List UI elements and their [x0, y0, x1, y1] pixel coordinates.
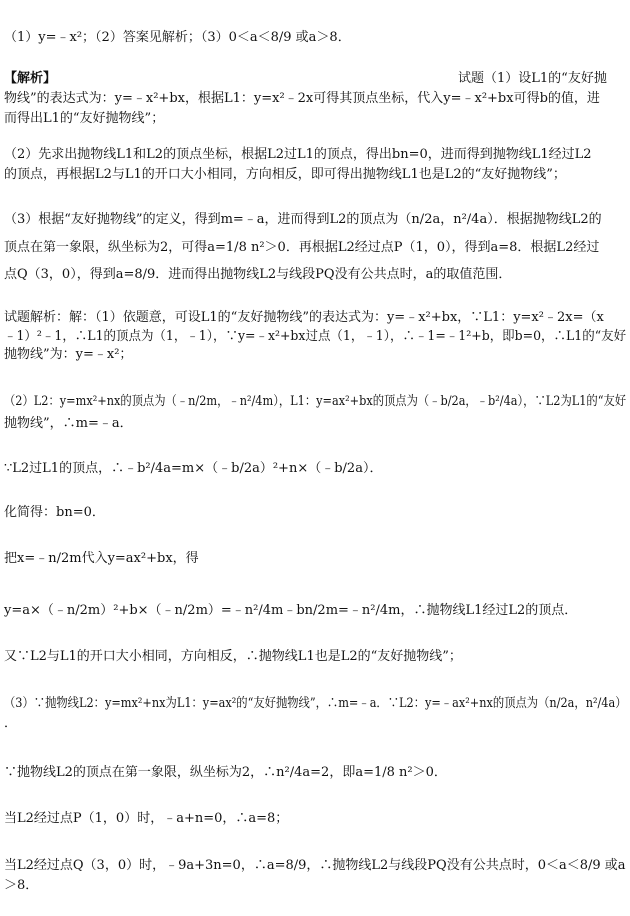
- solution-line-13: ∵抛物线L2的顶点在第一象限，纵坐标为2，∴n²/4a=2，即a=1/8 n²＞0．: [4, 765, 447, 780]
- solution-line-7: 化简得：bn=0．: [4, 505, 105, 520]
- solution-line-3: 抛物线”为：y=﹣x²；: [4, 347, 133, 362]
- solution-line-2: ﹣1）²﹣1，∴L1的顶点为（1，﹣1），∵y=﹣x²+bx过点（1，﹣1），∴﹣1=﹣1²+b，即b=0，∴L1的“友好: [4, 329, 627, 344]
- analysis-p3-line-3: 点Q（3，0），得到a=8/9．进而得出抛物线L2与线段PQ没有公共点时，a的取值范围．: [4, 267, 512, 282]
- analysis-p2-line-2: 的顶点，再根据L2与L1的开口大小相同，方向相反，即可得出抛物线L1也是L2的“友好抛物线”；: [4, 167, 566, 182]
- analysis-p3-line-1: （3）根据“友好抛物线”的定义，得到m=﹣a，进而得到L2的顶点为（n/2a，n²/4a）．根据抛物线L2的: [4, 212, 602, 227]
- solution-line-11: （3）∵抛物线L2：y=mx²+nx为L1：y=ax²的“友好抛物线”，∴m=﹣a．∵L2：y=﹣ax²+nx的顶点为（n/2a，n²/4a）: [4, 696, 627, 711]
- solution-line-8: 把x=﹣n/2m代入y=ax²+bx，得: [4, 551, 199, 566]
- solution-line-6: ∵L2过L1的顶点，∴﹣b²/4a=m×（﹣b/2a）²+n×（﹣b/2a）．: [4, 461, 383, 476]
- solution-line-16: ＞8．: [4, 878, 39, 893]
- solution-line-9: y=a×（﹣n/2m）²+b×（﹣n/2m）=﹣n²/4m﹣bn/2m=﹣n²/4m，∴抛物线L1经过L2的顶点．: [4, 603, 578, 618]
- analysis-p1-line-2: 而得出L1的“友好抛物线”；: [4, 111, 165, 126]
- solution-line-5: 抛物线”，∴m=﹣a．: [4, 416, 133, 431]
- answer-line: （1）y=﹣x²；（2）答案见解析；（3）0＜a＜8/9 或a＞8．: [4, 30, 351, 45]
- solution-line-1: 试题解析：解：（1）依题意，可设L1的“友好抛物线”的表达式为：y=﹣x²+bx，∵L1：y=x²﹣2x=（x: [4, 310, 604, 325]
- analysis-intro: 试题（1）设L1的“友好抛: [458, 71, 607, 86]
- solution-line-12: ．: [4, 716, 18, 731]
- analysis-p1-line-1: 物线”的表达式为：y=﹣x²+bx，根据L1：y=x²﹣2x可得其顶点坐标，代入y=﹣x²+bx可得b的值，进: [4, 91, 600, 106]
- solution-line-14: 当L2经过点P（1，0）时，﹣a+n=0，∴a=8；: [4, 811, 289, 826]
- solution-line-15: 当L2经过点Q（3，0）时，﹣9a+3n=0，∴a=8/9，∴抛物线L2与线段PQ没有公共点时，0＜a＜8/9 或a: [4, 858, 626, 873]
- solution-line-10: 又∵L2与L1的开口大小相同，方向相反，∴抛物线L1也是L2的“友好抛物线”；: [4, 649, 462, 664]
- analysis-p3-line-2: 顶点在第一象限，纵坐标为2，可得a=1/8 n²＞0．再根据L2经过点P（1，0），得到a=8．根据L2经过: [4, 240, 600, 255]
- solution-line-4: （2）L2：y=mx²+nx的顶点为（﹣n/2m，﹣n²/4m），L1：y=ax²+bx的顶点为（﹣b/2a，﹣b²/4a），∵L2为L1的“友好: [4, 394, 627, 409]
- analysis-p2-line-1: （2）先求出抛物线L1和L2的顶点坐标，根据L2过L1的顶点，得出bn=0，进而得到抛物线L1经过L2: [4, 147, 592, 162]
- analysis-header: 【解析】: [4, 71, 57, 86]
